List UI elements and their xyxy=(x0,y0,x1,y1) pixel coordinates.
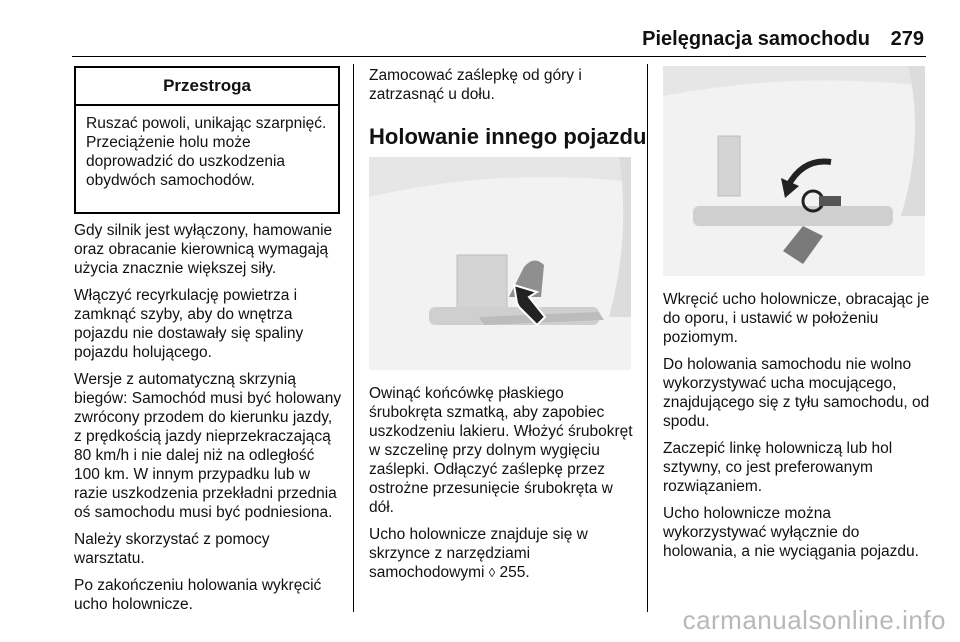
tow-eye-illustration xyxy=(663,66,925,276)
paragraph: Gdy silnik jest wyłączony, hamowanie oraz obracanie kierownicą wymagają użycia znacznie większej siły. xyxy=(74,222,333,277)
page-reference-icon: ◊ xyxy=(488,565,496,580)
paragraph-text: Ucho holownicze znajduje się w skrzynce z narzędziami samochodowymi xyxy=(369,526,588,581)
paragraph: Owinąć końcówkę płaskiego śrubokręta szmatką, aby zapobiec uszkodzeniu lakieru. Włożyć śrubokręt w szczelinę przy dolnym wygięciu zaślepki. Odłączyć zaślepkę przez ostrożne przesunięcie śrubokręta w dół. xyxy=(369,385,633,516)
caution-text: Ruszać powoli, unikając szarpnięć. Przeciążenie holu może doprowadzić do uszkodzenia obydwóch samochodów. xyxy=(86,115,327,189)
paragraph: Wersje z automatyczną skrzynią biegów: Samochód musi być holowany zwrócony przodem do kierunku jazdy, z prędkością jazdy nieprzekraczającą 80 km/h i nie dalej niż na odległość 100 km. W innym przypadku lub w razie uszkodzenia przekładni przednia oś samochodu musi być podniesiona. xyxy=(74,371,342,521)
column-1-text xyxy=(74,221,342,622)
header-rule xyxy=(72,56,926,57)
caution-box xyxy=(74,66,340,214)
paragraph: Do holowania samochodu nie wolno wykorzystywać ucha mocującego, znajdującego się z tyłu samochodu, od spodu. xyxy=(663,356,930,430)
column-2-text xyxy=(369,384,641,590)
column-3-text xyxy=(663,290,931,569)
paragraph: Po zakończeniu holowania wykręcić ucho holownicze. xyxy=(74,577,322,613)
bumper-cover-drawing xyxy=(369,157,631,370)
page-section-title: Pielęgnacja samochodu xyxy=(642,28,870,50)
paragraph: Wkręcić ucho holownicze, obracając je do oporu, i ustawić w położeniu poziomym. xyxy=(663,291,930,346)
paragraph: Należy skorzystać z pomocy warsztatu. xyxy=(74,531,270,567)
cover-removal-illustration xyxy=(369,157,631,370)
watermark-text: carmanualsonline.info xyxy=(682,605,946,635)
page-number: 279 xyxy=(890,28,924,50)
paragraph: Ucho holownicze można wykorzystywać wyłącznie do holowania, a nie wyciągania pojazdu. xyxy=(663,505,919,560)
paragraph-with-reference xyxy=(369,525,641,582)
column-2-intro xyxy=(369,66,637,112)
paragraph: Zamocować zaślepkę od góry i zatrzasnąć u dołu. xyxy=(369,67,582,103)
section-heading: Holowanie innego pojazdu xyxy=(369,124,647,149)
column-divider-left xyxy=(353,64,354,612)
page-reference-link[interactable]: 255. xyxy=(499,564,530,581)
paragraph: Zaczepić linkę holowniczą lub hol sztywny, co jest preferowanym rozwiązaniem. xyxy=(663,440,893,495)
column-divider-right xyxy=(647,64,648,612)
tow-eye-drawing xyxy=(663,66,925,276)
caution-title: Przestroga xyxy=(76,68,338,106)
paragraph: Włączyć recyrkulację powietrza i zamknąć szyby, aby do wnętrza pojazdu nie dostawały się spaliny pojazdu holującego. xyxy=(74,287,304,361)
